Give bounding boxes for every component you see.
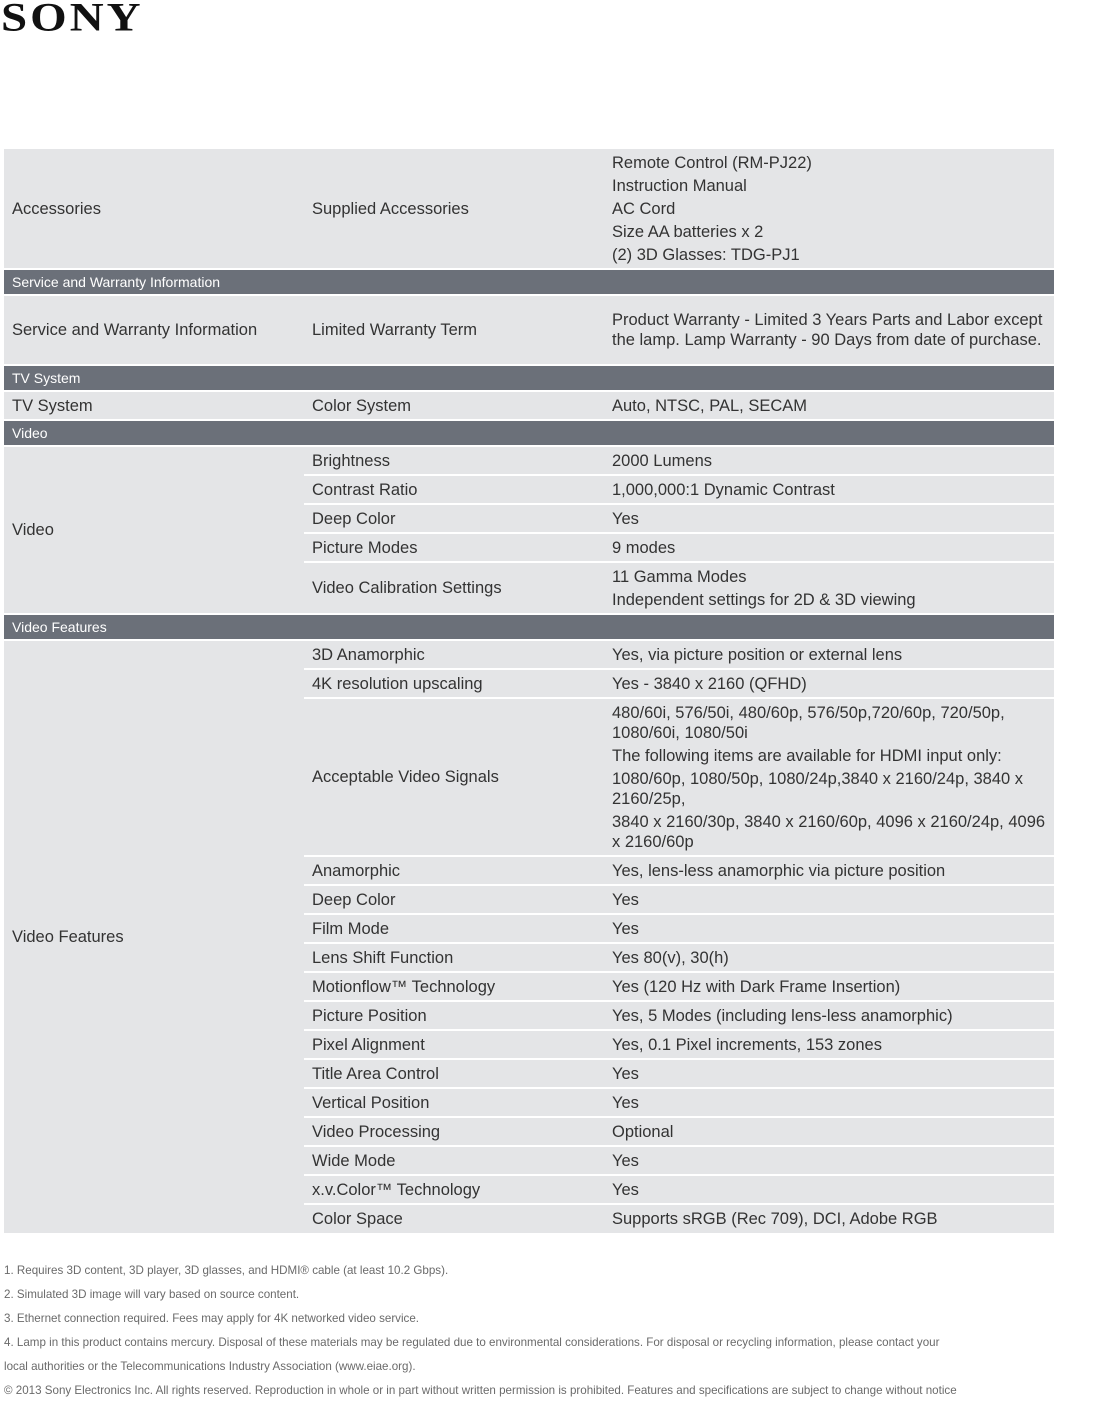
feature-cell: Lens Shift Function (304, 943, 604, 972)
value-line: Size AA batteries x 2 (612, 222, 764, 241)
value-cell: Yes (604, 1175, 1054, 1204)
value-line: Independent settings for 2D & 3D viewing (612, 590, 916, 609)
value-cell: Yes (604, 1059, 1054, 1088)
table-row (4, 391, 1054, 420)
footnote: local authorities or the Telecommunications Industry Association (www.eiae.org). (4, 1360, 416, 1373)
feature-cell: Deep Color (304, 885, 604, 914)
category-cell: TV System (4, 391, 304, 420)
feature-cell: 4K resolution upscaling (304, 669, 604, 698)
feature-cell: Contrast Ratio (304, 475, 604, 504)
table-row (4, 446, 1054, 475)
footnote: 3. Ethernet connection required. Fees may apply for 4K networked video service. (4, 1312, 420, 1325)
value-cell: 1,000,000:1 Dynamic Contrast (604, 475, 1054, 504)
value-line: 3840 x 2160/30p, 3840 x 2160/60p, 4096 x 2160/24p, 4096 x 2160/60p (612, 812, 1046, 851)
value-cell: Yes - 3840 x 2160 (QFHD) (604, 669, 1054, 698)
feature-cell: Supplied Accessories (304, 148, 604, 269)
footnote: 4. Lamp in this product contains mercury. Disposal of these materials may be regulated due to environmental considerations. For disposal or recycling information, please contact your (4, 1336, 940, 1349)
footnote: 1. Requires 3D content, 3D player, 3D glasses, and HDMI® cable (at least 10.2 Gbps). (4, 1264, 449, 1277)
section-header-label: Video (4, 420, 1054, 446)
feature-cell: Wide Mode (304, 1146, 604, 1175)
value-cell (604, 148, 1054, 269)
value-line: AC Cord (612, 199, 676, 218)
value-cell (604, 562, 1054, 614)
value-line: (2) 3D Glasses: TDG-PJ1 (612, 245, 800, 264)
feature-cell: Picture Modes (304, 533, 604, 562)
feature-cell: Video Processing (304, 1117, 604, 1146)
category-cell: Service and Warranty Information (4, 295, 304, 365)
feature-cell: Color Space (304, 1204, 604, 1233)
feature-cell: Pixel Alignment (304, 1030, 604, 1059)
category-cell: Video Features (4, 640, 304, 1233)
feature-cell: Picture Position (304, 1001, 604, 1030)
value-cell: Yes (604, 504, 1054, 533)
value-cell: Yes (604, 885, 1054, 914)
footnotes (4, 1259, 1114, 1403)
section-header (4, 614, 1054, 640)
value-line: Remote Control (RM-PJ22) (612, 153, 812, 172)
value-cell: Yes 80(v), 30(h) (604, 943, 1054, 972)
section-header-label: Service and Warranty Information (4, 269, 1054, 295)
value-cell: Yes, 5 Modes (including lens-less anamorphic) (604, 1001, 1054, 1030)
value-cell: Yes (120 Hz with Dark Frame Insertion) (604, 972, 1054, 1001)
table-row (4, 148, 1054, 269)
value-line: 480/60i, 576/50i, 480/60p, 576/50p,720/60p, 720/50p, 1080/60i, 1080/50i (612, 703, 1005, 742)
spec-table (4, 147, 1054, 1233)
value-line: Instruction Manual (612, 176, 747, 195)
feature-cell: Color System (304, 391, 604, 420)
category-cell: Accessories (4, 148, 304, 269)
table-row (4, 640, 1054, 669)
feature-cell: Title Area Control (304, 1059, 604, 1088)
value-cell: Yes, lens-less anamorphic via picture position (604, 856, 1054, 885)
value-line: 1080/60p, 1080/50p, 1080/24p,3840 x 2160/24p, 3840 x 2160/25p, (612, 769, 1024, 808)
value-cell: Yes, 0.1 Pixel increments, 153 zones (604, 1030, 1054, 1059)
value-cell: Yes (604, 914, 1054, 943)
value-cell: Product Warranty - Limited 3 Years Parts and Labor except the lamp. Lamp Warranty - 90 Days from date of purchase. (604, 295, 1054, 365)
value-cell: 9 modes (604, 533, 1054, 562)
section-header (4, 420, 1054, 446)
value-cell: Optional (604, 1117, 1054, 1146)
value-cell: Auto, NTSC, PAL, SECAM (604, 391, 1054, 420)
value-cell (604, 698, 1054, 856)
section-header-label: TV System (4, 365, 1054, 391)
section-header (4, 269, 1054, 295)
feature-cell: Motionflow™ Technology (304, 972, 604, 1001)
feature-cell: Limited Warranty Term (304, 295, 604, 365)
feature-cell: Film Mode (304, 914, 604, 943)
feature-cell: Video Calibration Settings (304, 562, 604, 614)
sony-logo: SONY (1, 0, 144, 41)
value-cell: Supports sRGB (Rec 709), DCI, Adobe RGB (604, 1204, 1054, 1233)
section-header-label: Video Features (4, 614, 1054, 640)
value-cell: Yes (604, 1146, 1054, 1175)
feature-cell: Anamorphic (304, 856, 604, 885)
feature-cell: Brightness (304, 446, 604, 475)
copyright-notice: © 2013 Sony Electronics Inc. All rights reserved. Reproduction in whole or in part without written permission is prohibited. Features and specifications are subject to change without notice (4, 1384, 957, 1397)
table-row (4, 295, 1054, 365)
feature-cell: Acceptable Video Signals (304, 698, 604, 856)
section-header (4, 365, 1054, 391)
value-cell: 2000 Lumens (604, 446, 1054, 475)
value-line: 11 Gamma Modes (612, 567, 747, 586)
value-cell: Yes (604, 1088, 1054, 1117)
feature-cell: Vertical Position (304, 1088, 604, 1117)
feature-cell: x.v.Color™ Technology (304, 1175, 604, 1204)
value-cell: Yes, via picture position or external lens (604, 640, 1054, 669)
category-cell: Video (4, 446, 304, 614)
footnote: 2. Simulated 3D image will vary based on source content. (4, 1288, 300, 1301)
feature-cell: Deep Color (304, 504, 604, 533)
feature-cell: 3D Anamorphic (304, 640, 604, 669)
value-line: The following items are available for HDMI input only: (612, 746, 1002, 765)
